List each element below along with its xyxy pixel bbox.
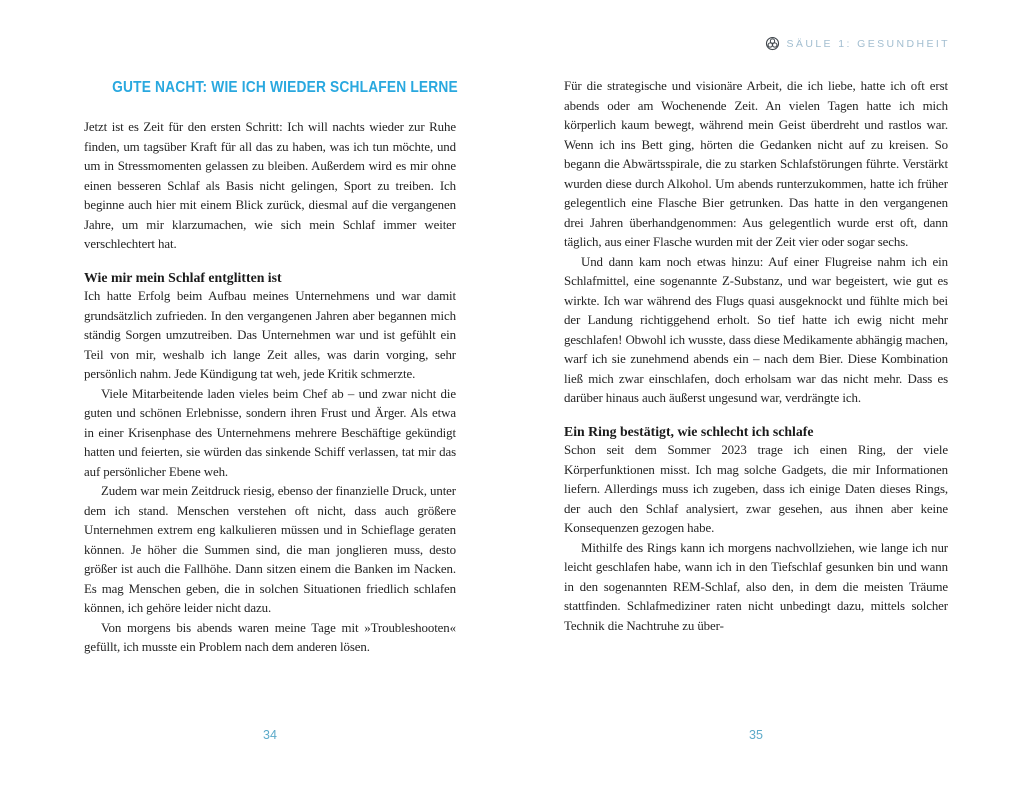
paragraph: Mithilfe des Rings kann ich morgens nachvollziehen, wie lange ich nur leicht geschlafen habe, wann ich in den Tiefschlaf gesunken bin und wann in den sogenannten REM-Schlaf, also den, in dem die meisten Träume stattfinden. Schlafmediziner raten nicht unbedingt dazu, mittels solcher Technik die Nachtruhe zu über- [564,540,948,633]
paragraph: Und dann kam noch etwas hinzu: Auf einer Flugreise nahm ich ein Schlafmittel, eine sogenannte Z-Substanz, und war begeistert, wie gut es wirkte. Ich war während des Flugs quasi ausgeknockt und fühlte mich bei der Landung richtiggehend erholt. So tief hatte ich ewig nicht mehr geschlafen! Obwohl ich wusste, dass diese Medikamente abhängig machen, warf ich sie zunehmend abends ein – nach dem Bier. Diese Kombination ließ mich zwar einschlafen, doch erholsam war das nicht mehr. Dass es darüber hinaus auch äußerst ungesund war, verdrängte ich. [564,254,948,405]
paragraph: Jetzt ist es Zeit für den ersten Schritt: Ich will nachts wieder zur Ruhe finden, um tagsüber Kraft für all das zu haben, was ich tun möchte, und um in Stressmomenten gelassen zu bleiben. Außerdem wird es mir ohne einen besseren Schlaf als Basis nicht gelingen, Sport zu treiben. Ich beginne auch hier mit einem Blick zurück, diesmal auf die vergangenen Jahre, um mir klarzumachen, wie sich mein Schlaf immer weiter verschlechtert hat. [84,120,456,251]
page-number-left: 34 [263,728,277,742]
paragraph: Von morgens bis abends waren meine Tage mit »Troubleshooten« gefüllt, ich musste ein Problem nach dem anderen lösen. [84,620,456,654]
chapter-title-text: GUTE NACHT: WIE ICH WIEDER SCHLAFEN LERNE [112,79,458,96]
running-header [765,36,950,51]
page-right [564,77,948,636]
paragraph: Für die strategische und visionäre Arbeit, die ich liebe, hatte ich oft erst abends oder am Wochenende Zeit. An vielen Tagen hatte ich mich körperlich kaum bewegt, während mein Geist überdreht und rastlos war. Wenn ich ins Bett ging, hörten die Gedanken nicht auf zu kreisen. So begann die Abwärtsspirale, die zu starken Schlafstörungen führte. Verstärkt wurden diese durch Alkohol. Um abends runterzukommen, hatte ich früher gelegentlich eine Flasche Bier getrunken. Das hatte in den vergangenen drei Jahren überhandgenommen: Aus gelegentlich wurde erst oft, dann täglich, aus einer Flasche wurden mit der Zeit vier oder sogar sechs. [564,79,948,249]
section-heading: Wie mir mein Schlaf entglitten ist [84,269,282,285]
paragraph: Ich hatte Erfolg beim Aufbau meines Unternehmens und war damit grundsätzlich zufrieden. In den vergangenen Jahren aber begannen mich ständig Sorgen umzutreiben. Das Unternehmen war und ist gefühlt ein Teil von mir, weshalb ich lange Zeit alles, was darin vorging, sehr persönlich nahm. Jede Kündigung tat weh, jede Kritik schmerzte. [84,289,456,381]
wheel-icon [765,36,780,51]
chapter-title [84,79,456,97]
section-heading: Ein Ring bestätigt, wie schlecht ich schlafe [564,423,814,439]
right-page-body [564,77,948,636]
paragraph: Viele Mitarbeitende laden vieles beim Chef ab – und zwar nicht die guten und schönen Erlebnisse, sondern ihren Frust und Ärger. Als etwa in einer Krisenphase des Unternehmens mehrere Beschäftige gekündigt hatten und feierten, sie würden das sinkende Schiff verlassen, tat mir das auf persönlicher Ebene weh. [84,386,456,479]
running-header-text: SÄULE 1: GESUNDHEIT [786,37,950,50]
page-number-right: 35 [749,728,763,742]
left-page-body [84,118,456,658]
paragraph: Zudem war mein Zeitdruck riesig, ebenso der finanzielle Druck, unter dem ich stand. Menschen verstehen oft nicht, dass auch größere Unternehmen extrem eng kalkulieren müssen und in Schieflage geraten können. Je höher die Summen sind, die man jonglieren muss, desto größer ist auch die Fallhöhe. Dann sitzen einem die Banken im Nacken. Es mag Menschen geben, die in solchen Situationen friedlich schlafen können, ich gehöre leider nicht dazu. [84,484,456,615]
page-left [84,79,456,658]
paragraph: Schon seit dem Sommer 2023 trage ich einen Ring, der viele Körperfunktionen misst. Ich mag solche Gadgets, die mir Informationen liefern. Allerdings muss ich zugeben, dass ich einige Daten dieses Rings, der auch den Schlaf analysiert, zwar gesehen, aus ihnen aber keine Konsequenzen gezogen habe. [564,443,948,535]
